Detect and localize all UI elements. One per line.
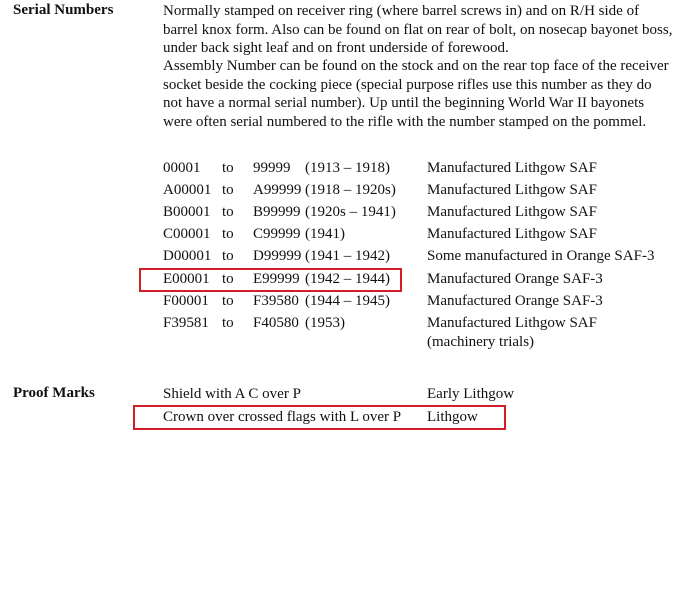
proof-description: Lithgow — [427, 409, 478, 425]
serial-start: A00001 — [163, 182, 212, 198]
serial-end: D99999 — [253, 248, 302, 264]
serial-paragraph-1: Normally stamped on receiver ring (where barrel screws in) and on R/H side of barrel knox form. Also can be found on flat on rear of bolt, on nosecap bayonet boss, under back sight leaf and on front underside of forewood. — [163, 3, 673, 56]
serial-to: to — [222, 204, 234, 220]
serial-to: to — [222, 160, 234, 176]
serial-to: to — [222, 226, 234, 242]
serial-end: F40580 — [253, 315, 299, 331]
serial-numbers-heading: Serial Numbers — [13, 2, 114, 18]
serial-years: (1941 – 1942) — [305, 248, 390, 264]
serial-years: (1944 – 1945) — [305, 293, 390, 309]
serial-start: 00001 — [163, 160, 201, 176]
serial-to: to — [222, 315, 234, 331]
proof-highlight-box — [133, 405, 506, 430]
serial-start: D00001 — [163, 248, 212, 264]
serial-paragraph-2: Assembly Number can be found on the stock and on the rear top face of the receiver socket beside the cocking piece (special purpose rifles use this number as they do not have a normal serial number). Up until the beginning World War II bayonets were often serial numbered to the rifle with the number stamped on the pommel. — [163, 58, 669, 130]
serial-description: Manufactured Lithgow SAF — [427, 226, 597, 242]
serial-highlight-box — [139, 268, 402, 292]
serial-end: E99999 — [253, 271, 300, 287]
serial-description: Manufactured Lithgow SAF — [427, 182, 597, 198]
serial-to: to — [222, 248, 234, 264]
proof-mark: Shield with A C over P — [163, 386, 301, 402]
proof-mark: Crown over crossed flags with L over P — [163, 409, 402, 425]
serial-description: Manufactured Lithgow SAF — [427, 160, 597, 176]
serial-description: Manufactured Lithgow SAF — [427, 204, 597, 220]
serial-years: (1941) — [305, 226, 345, 242]
serial-years: (1913 – 1918) — [305, 160, 390, 176]
serial-start: C00001 — [163, 226, 211, 242]
serial-description: Manufactured Lithgow SAF — [427, 315, 597, 331]
serial-end: A99999 — [253, 182, 302, 198]
serial-years: (1918 – 1920s) — [305, 182, 396, 198]
serial-start: E00001 — [163, 271, 210, 287]
serial-end: 99999 — [253, 160, 291, 176]
serial-to: to — [222, 271, 234, 287]
serial-end: C99999 — [253, 226, 301, 242]
serial-years: (1942 – 1944) — [305, 271, 390, 287]
serial-start: B00001 — [163, 204, 211, 220]
serial-to: to — [222, 293, 234, 309]
serial-start: F39581 — [163, 315, 209, 331]
serial-description: Manufactured Orange SAF-3 — [427, 293, 603, 309]
serial-description: Some manufactured in Orange SAF-3 — [427, 248, 655, 264]
proof-description: Early Lithgow — [427, 386, 515, 402]
proof-marks-heading: Proof Marks — [13, 385, 95, 401]
serial-description-note: (machinery trials) — [427, 334, 535, 350]
serial-end: B99999 — [253, 204, 301, 220]
serial-to: to — [222, 182, 234, 198]
serial-end: F39580 — [253, 293, 299, 309]
serial-years: (1953) — [305, 315, 345, 331]
serial-start: F00001 — [163, 293, 209, 309]
serial-years: (1920s – 1941) — [305, 204, 396, 220]
serial-description: Manufactured Orange SAF-3 — [427, 271, 603, 287]
